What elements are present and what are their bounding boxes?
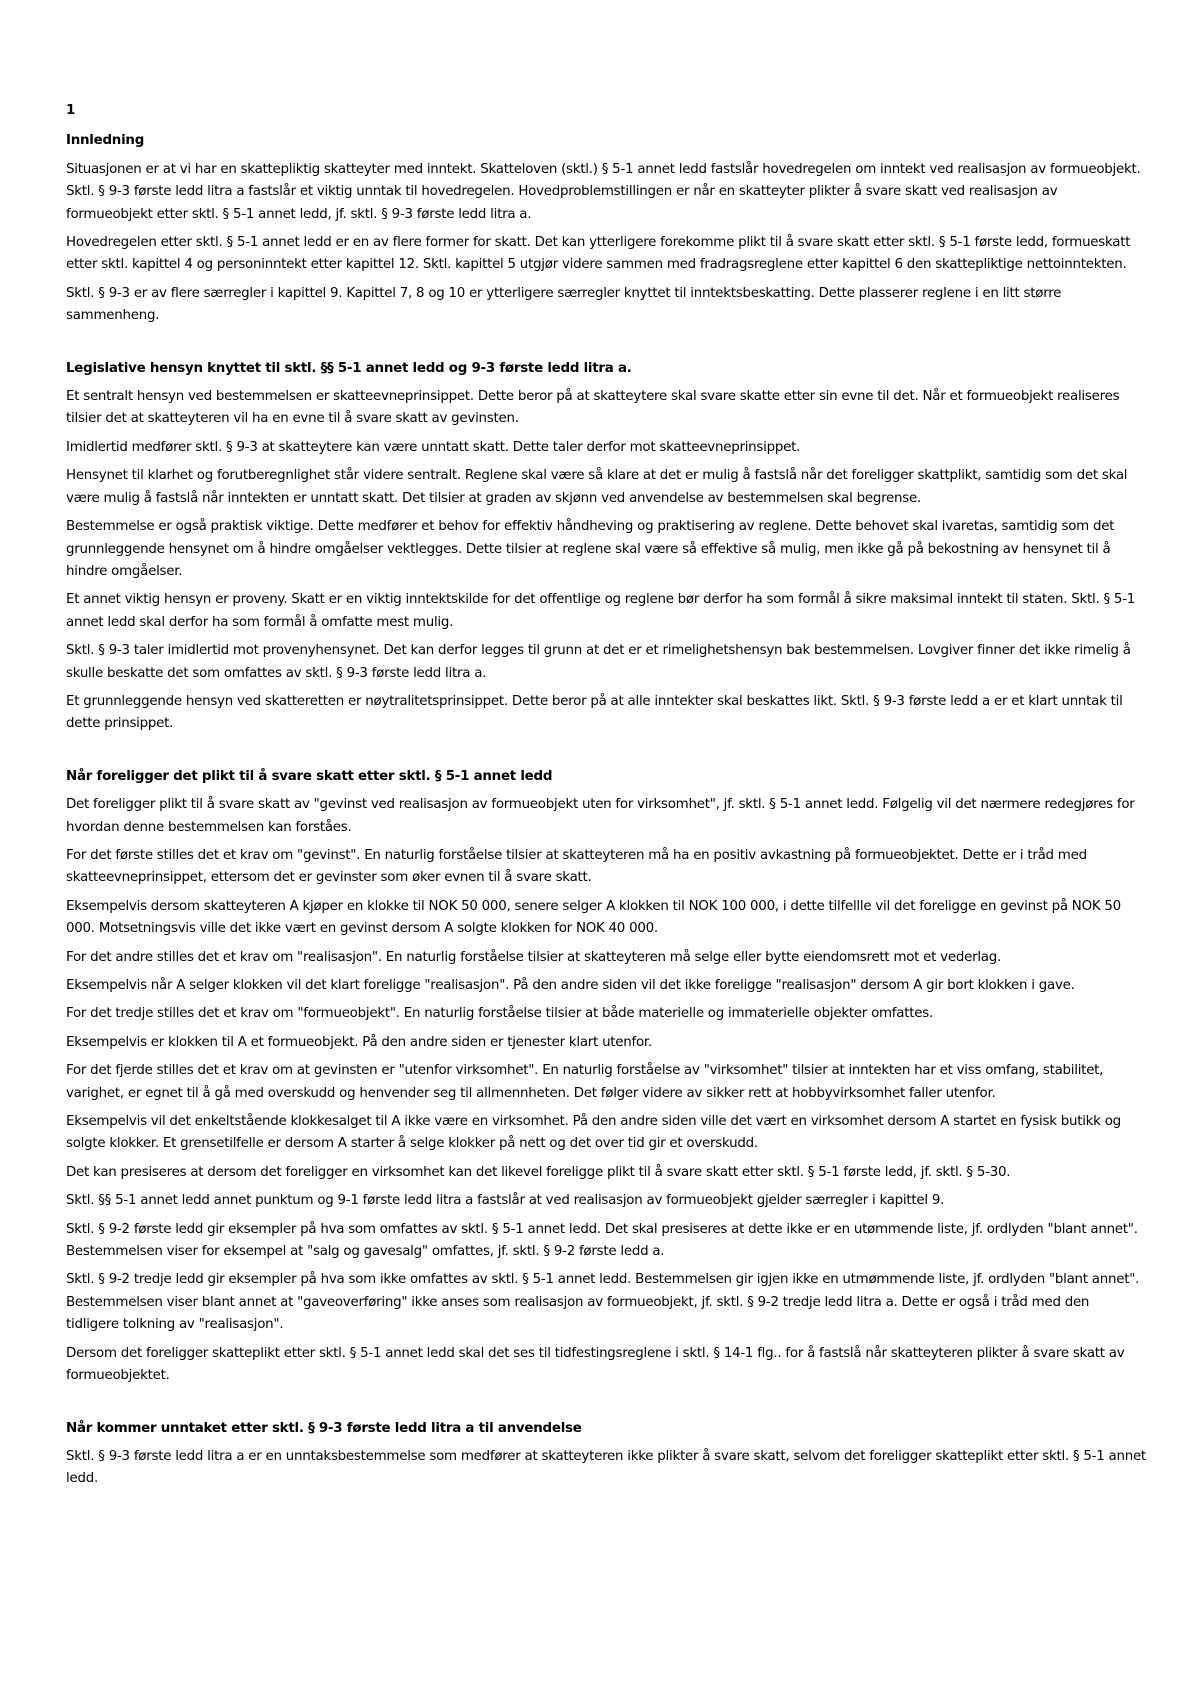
page-number: 1: [66, 103, 76, 118]
section-heading: Når foreligger det plikt til å svare skatt etter sktl. § 5-1 annet ledd: [66, 768, 553, 784]
paragraph: For det fjerde stilles det et krav om at gevinsten er "utenfor virksomhet". En naturlig forståelse av "virksomhet" tilsier at inntekten har et viss omfang, stabilitet, varighet, er egnet til å gå med overskudd og henvender seg til allmennheten. Det følger videre av sikker rett at hobbyvirksomhet faller utenfor.: [66, 1063, 1104, 1101]
paragraph: For det første stilles det et krav om "gevinst". En naturlig forståelse tilsier at skatteyteren må ha en positiv avkastning på formueobjektet. Dette er i tråd med skatteevneprinsippet, ettersom det er gevinster som øker evnen til å svare skatt.: [66, 847, 1087, 886]
paragraph: Eksempelvis er klokken til A et formueobjekt. På den andre siden er tjenester klart utenfor.: [66, 1034, 652, 1050]
paragraph: For det tredje stilles det et krav om "formueobjekt". En naturlig forståelse tilsier at både materielle og immaterielle objekter omfattes.: [66, 1006, 933, 1022]
paragraph: Det kan presiseres at dersom det foreligger en virksomhet kan det likevel foreligge plikt til å svare skatt etter sktl. § 5-1 første ledd, jf. sktl. § 5-30.: [66, 1164, 1011, 1180]
paragraph: Et annet viktig hensyn er proveny. Skatt er en viktig inntektskilde for det offentlige og reglene bør derfor ha som formål å sikre maksimal inntekt til staten. Sktl. § 5-1 annet ledd skal derfor ha som formål å omfatte mest mulig.: [66, 592, 1136, 630]
paragraph: Det foreligger plikt til å svare skatt av "gevinst ved realisasjon av formueobjekt uten for virksomhet", jf. sktl. § 5-1 annet ledd. Følgelig vil det nærmere redegjøres for hvordan denne bestemmelsen kan forståes.: [66, 797, 1135, 835]
section-heading: Legislative hensyn knyttet til sktl. §§ 5-1 annet ledd og 9-3 første ledd litra a.: [66, 360, 632, 376]
paragraph: Eksempelvis når A selger klokken vil det klart foreligge "realisasjon". På den andre siden vil det ikke foreligge "realisasjon" dersom A gir bort klokken i gave.: [66, 978, 1075, 993]
paragraph: Eksempelvis dersom skatteyteren A kjøper en klokke til NOK 50 000, senere selger A klokken til NOK 100 000, i dette tilfellle vil det foreligge en gevinst på NOK 50 000. Motsetningsvis ville det ikke vært en gevinst dersom A solgte klokken for NOK 40 000.: [66, 898, 1121, 937]
section-tax-liability: [66, 766, 1146, 1388]
paragraph: Sktl. § 9-3 taler imidlertid mot provenyhensynet. Det kan derfor legges til grunn at det er et rimelighetshensyn bak bestemmelsen. Lovgiver finner det ikke rimelig å skulle beskatte det som omfattes av sktl. § 9-3 første ledd litra a.: [66, 643, 1131, 681]
intro-paragraph-3: Sktl. § 9-3 er av flere særregler i kapittel 9. Kapittel 7, 8 og 10 er ytterligere særregler knyttet til inntektsbeskatting. Dette plasserer reglene i en litt større sammenheng.: [66, 285, 1062, 324]
paragraph: Et grunnleggende hensyn ved skatteretten er nøytralitetsprinsippet. Dette beror på at alle inntekter skal beskattes likt. Sktl. § 9-3 første ledd a er et klart unntak til dette prinsippet.: [66, 693, 1123, 732]
paragraph: Et sentralt hensyn ved bestemmelsen er skatteevneprinsippet. Dette beror på at skatteytere skal svare skatte etter sin evne til det. Når et formueobjekt realiseres tilsier det at skatteyteren vil ha en evne til å svare skatt av gevinsten.: [66, 389, 1120, 427]
section-legislative-considerations: [66, 358, 1146, 736]
paragraph: Hensynet til klarhet og forutberegnlighet står videre sentralt. Reglene skal være så klare at det er mulig å fastslå når det foreligger skattplikt, samtidig som det skal være mulig å fastslå når inntekten er unntatt skatt. Det tilsier at graden av skjønn ved anvendelse av bestemmelsen skal begrense.: [66, 468, 1128, 506]
section-heading: Når kommer unntaket etter sktl. § 9-3 første ledd litra a til anvendelse: [66, 1420, 582, 1436]
document-title: Innledning: [66, 133, 145, 149]
paragraph: Sktl. § 9-3 første ledd litra a er en unntaksbestemmelse som medfører at skatteyteren ikke plikter å svare skatt, selvom det foreligger skatteplikt etter sktl. § 5-1 annet ledd.: [66, 1448, 1146, 1487]
paragraph: For det andre stilles det et krav om "realisasjon". En naturlig forståelse tilsier at skatteyteren må selge eller bytte eiendomsrett mot et vederlag.: [66, 949, 1002, 965]
intro-paragraph-2: Hovedregelen etter sktl. § 5-1 annet ledd er en av flere former for skatt. Det kan ytterligere forekomme plikt til å svare skatt etter sktl. § 5-1 første ledd, formueskatt etter sktl. kapittel 4 og personinntekt etter kapittel 12. Sktl. kapittel 5 utgjør videre sammen med fradragsreglene etter kapittel 6 den skattepliktige nettoinntekten.: [66, 235, 1131, 273]
paragraph: Imidlertid medfører sktl. § 9-3 at skatteytere kan være unntatt skatt. Dette taler derfor mot skatteevneprinsippet.: [66, 439, 801, 455]
section-exception: [66, 1418, 1146, 1491]
document-page: [66, 100, 1146, 1497]
paragraph: Sktl. § 9-2 første ledd gir eksempler på hva som omfattes av sktl. § 5-1 annet ledd. Det skal presiseres at dette ikke er en utømmende liste, jf. ordlyden "blant annet". Bestemmelsen viser for eksempel at "salg og gavesalg" omfattes, jf. sktl. § 9-2 første ledd a.: [66, 1221, 1138, 1260]
paragraph: Sktl. §§ 5-1 annet ledd annet punktum og 9-1 første ledd litra a fastslår at ved realisasjon av formueobjekt gjelder særregler i kapittel 9.: [66, 1193, 945, 1209]
paragraph: Sktl. § 9-2 tredje ledd gir eksempler på hva som ikke omfattes av sktl. § 5-1 annet ledd. Bestemmelsen gir igjen ikke en utmømmende liste, jf. ordlyden "blant annet". Bestemmelsen viser blant annet at "gaveoverføring" ikke anses som realisasjon av formueobjekt, jf. sktl. § 9-2 tredje ledd litra a. Dette er også i tråd med den tidligere tolkning av "realisasjon".: [66, 1272, 1140, 1333]
paragraph: Eksempelvis vil det enkeltstående klokkesalget til A ikke være en virksomhet. På den andre siden ville det vært en virksomhet dersom A startet en fysisk butikk og solgte klokker. Et grensetilfelle er dersom A starter å selge klokker på nett og det over tid gir et overskudd.: [66, 1114, 1121, 1152]
intro-paragraph-1: Situasjonen er at vi har en skattepliktig skatteyter med inntekt. Skatteloven (sktl.) § 5-1 annet ledd fastslår hovedregelen om inntekt ved realisasjon av formueobjekt. Sktl. § 9-3 første ledd litra a fastslår et viktig unntak til hovedregelen. Hovedproblemstillingen er når en skatteyter plikter å svare skatt ved realisasjon av formueobjekt etter sktl. § 5-1 annet ledd, jf. sktl. § 9-3 første ledd litra a.: [66, 161, 1141, 222]
paragraph: Bestemmelse er også praktisk viktige. Dette medfører et behov for effektiv håndheving og praktisering av reglene. Dette behovet skal ivaretas, samtidig som det grunnleggende hensynet om å hindre omgåelser vektlegges. Dette tilsier at reglene skal være så effektive så mulig, men ikke gå på bekostning av hensynet til å hindre omgåelser.: [66, 519, 1115, 579]
paragraph: Dersom det foreligger skatteplikt etter sktl. § 5-1 annet ledd skal det ses til tidfestingsreglene i sktl. § 14-1 flg.. for å fastslå når skatteyteren plikter å svare skatt av formueobjektet.: [66, 1345, 1125, 1384]
